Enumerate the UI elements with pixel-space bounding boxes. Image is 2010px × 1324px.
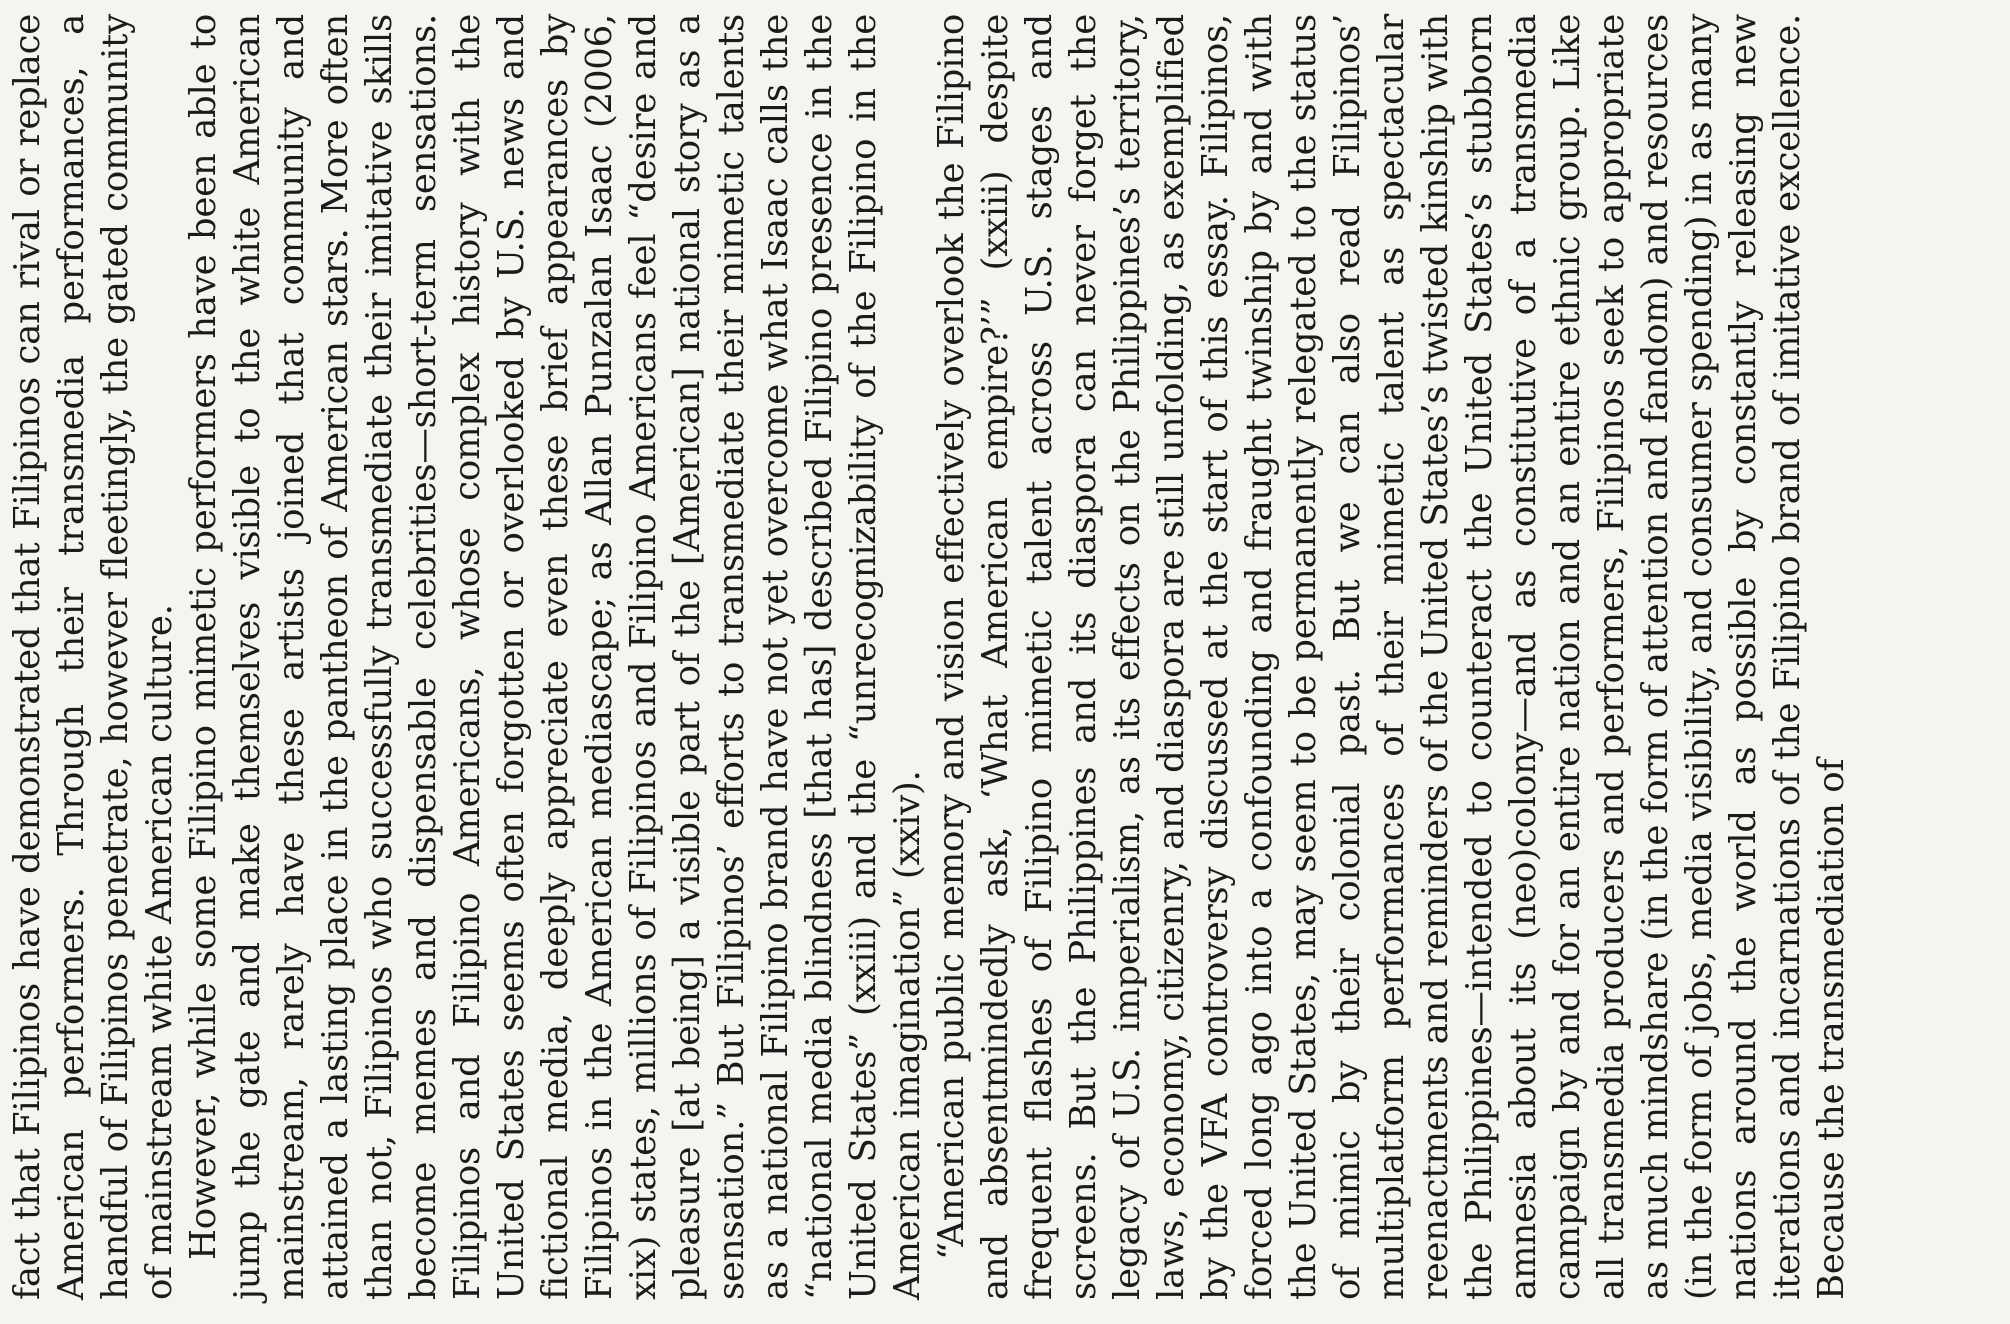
paragraph-gate: However, while some Filipino mimetic performers have been able to jump the gate and make themselves visible to the white American mainstream, rarely have these artists joined that community and attained a lasting place in the pantheon of American stars. More often than not, Filipinos who successfully transmediate their imitative skills become memes and dispensable celebrities—short-term sensations. Filipinos and Filipino Americans, whose complex history with the United States seems often forgotten or overlooked by U.S. news and fictional media, deeply appreciate even these brief appearances by Filipinos in the American mediascape; as Allan Punzalan Isaac (2006, xix) states, millions of Filipinos and Filipino Americans feel “desire and pleasure [at being] a visible part of the [American] national story as a sensation.” But Filipinos’ efforts to transmediate their mimetic talents as a national Filipino brand have not yet overcome what Isaac calls the “national media blindness [that has] described Filipino presence in the United States” (xxiii) and the “unrecognizability of the Filipino in the American imagination” (xxiv). <box>183 14 928 1300</box>
paragraph-public-memory: “American public memory and vision effectively overlook the Filipino and absentmindedly ask, ‘What American empire?’” (xxiii) despite frequent flashes of Filipino mimetic talent across U.S. stages and screens. But the Philippines and its diaspora can never forget the legacy of U.S. imperialism, as its effects on the Philippines’s territory, laws, economy, citizenry, and diaspora are still unfolding, as exemplified by the VFA controversy discussed at the start of this essay. Filipinos, forced long ago into a confounding and fraught twinship by and with the United States, may seem to be permanently relegated to the status of mimic by their colonial past. But we can also read Filipinos’ multiplatform performances of their mimetic talent as spectacular reenactments and reminders of the United States’s twisted kinship with the Philippines—intended to counteract the United States’s stubborn amnesia about its (neo)colony—and as constitutive of a transmedia campaign by and for an entire nation and an entire ethnic group. Like all transmedia producers and performers, Filipinos seek to appropriate as much mindshare (in the form of attention and fandom) and resources (in the form of jobs, media visibility, and consumer spending) in as many nations around the world as possible by constantly releasing new iterations and incarnations of the Filipino brand of imitative excellence. Because the transmediation of <box>931 14 1852 1300</box>
paragraph-continued: fact that Filipinos have demonstrated that Filipinos can rival or replace American performers. Through their transmedia performances, a handful of Filipinos penetrate, however fleetingly, the gated community of mainstream white American culture. <box>7 14 180 1300</box>
